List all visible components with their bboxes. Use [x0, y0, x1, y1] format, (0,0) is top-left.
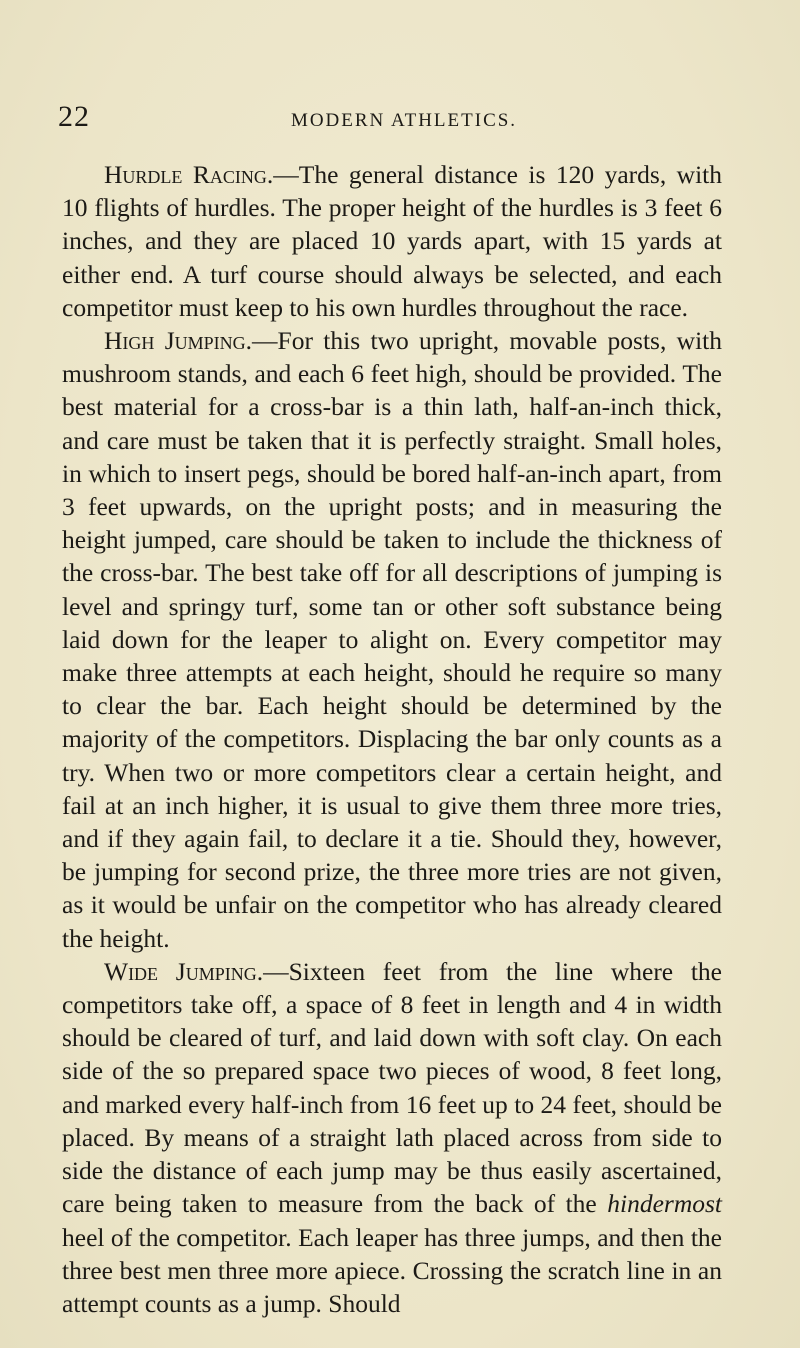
paragraph-hurdle-racing: [62, 158, 722, 324]
paragraph-high-jumping: [62, 324, 722, 955]
running-head: MODERN ATHLETICS.: [290, 110, 518, 131]
paragraph-text: —The general distance is 120 yards, with 10 flights of hurdles. The proper height of the hurdles is 3 feet 6 inches, and they are placed 10 yards apart, with 15 yards at either end. A turf course should always be selected, and each competitor must keep to his own hurdles throughout the race.: [62, 160, 722, 322]
italic-word: hindermost: [607, 1189, 722, 1219]
body-text: [62, 158, 722, 1320]
page-header: [58, 100, 710, 140]
paragraph-text: —For this two upright, movable posts, with mushroom stands, and each 6 feet high, should be provided. The best material for a cross-bar is a thin lath, half-an-inch thick, and care must be taken that it is perfectly straight. Small holes, in which to insert pegs, should be bored half-an-inch apart, from 3 feet upwards, on the upright posts; and in measuring the height jumped, care should be taken to include the thickness of the cross-bar. The best take off for all descriptions of jumping is level and springy turf, some tan or other soft substance being laid down for the leaper to alight on. Every competitor may make three attempts at each height, should he require so many to clear the bar. Each height should be determined by the majority of the competitors. Displacing the bar only counts as a try. When two or more competitors clear a certain height, and fail at an inch higher, it is usual to give them three more tries, and if they again fail, to declare it a tie. Should they, however, be jumping for second prize, the three more tries are not given, as it would be unfair on the competitor who has already cleared the height.: [62, 326, 723, 953]
paragraph-text: heel of the competitor. Each leaper has three jumps, and then the three best men three more apiece. Crossing the scratch line in an attempt counts as a jump. Should: [62, 1222, 722, 1318]
section-heading-hurdle-racing: Hurdle Racing.: [104, 160, 274, 189]
page-number: 22: [58, 100, 90, 133]
section-heading-wide-jumping: Wide Jumping.: [104, 956, 264, 986]
paragraph-text: —Sixteen feet from the line where the competitors take off, a space of 8 feet in length and 4 in width should be cleared of turf, and laid down with soft clay. On each side of the so prepared space two pieces of wood, 8 feet long, and marked every half-inch from 16 feet up to 24 feet, should be placed. By means of a straight lath placed across from side to side the distance of each jump may be thus easily ascertained, care being taken to measure from the back of the: [62, 956, 722, 1219]
paragraph-wide-jumping: [62, 955, 722, 1320]
section-heading-high-jumping: High Jumping.: [104, 326, 253, 356]
